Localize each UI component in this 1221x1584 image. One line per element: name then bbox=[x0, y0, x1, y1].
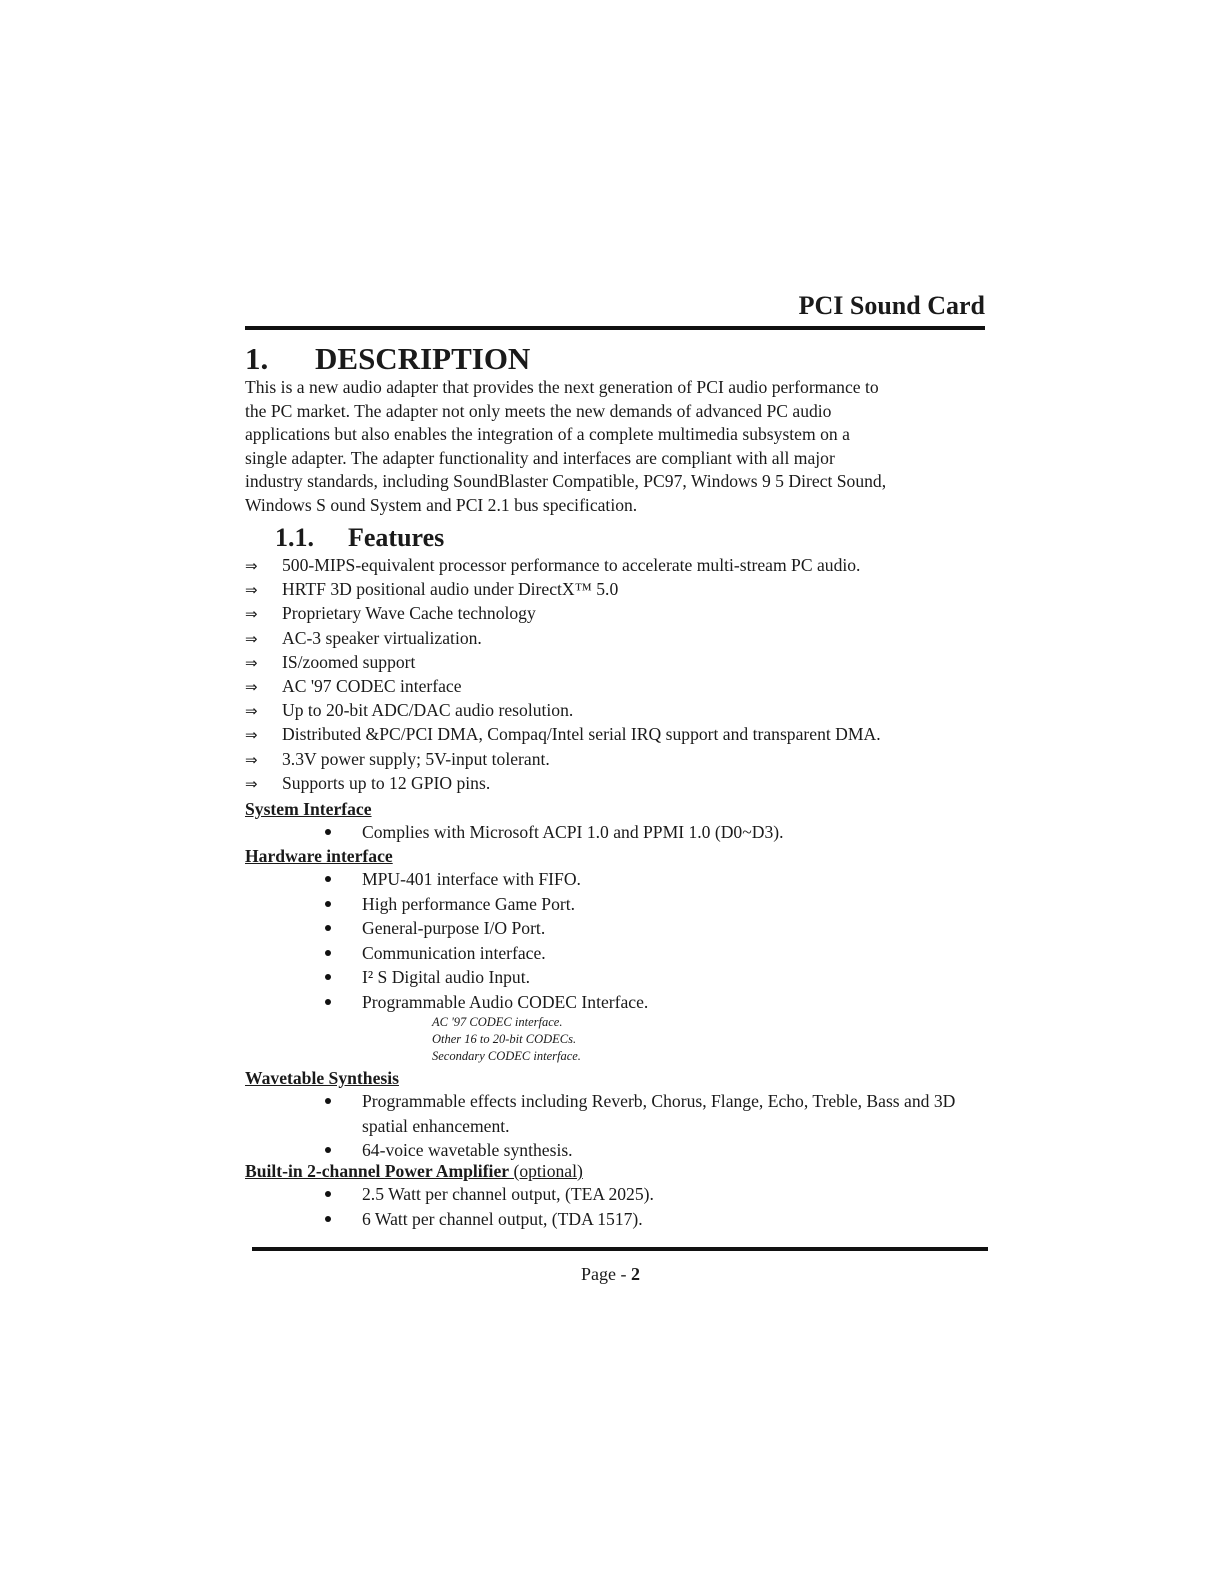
codec-sub-item: AC '97 CODEC interface. bbox=[432, 1015, 563, 1029]
paragraph-line: Windows S ound System and PCI 2.1 bus specification. bbox=[245, 494, 638, 515]
hardware-interface-list bbox=[245, 867, 990, 1014]
feature-text: AC '97 CODEC interface bbox=[282, 675, 462, 696]
list-item-text: Complies with Microsoft ACPI 1.0 and PPMI 1.0 (D0~D3). bbox=[362, 822, 784, 842]
wavetable-section bbox=[245, 1067, 990, 1163]
list-item bbox=[245, 1182, 990, 1207]
bullet-icon bbox=[325, 925, 331, 931]
arrow-icon: ⇒ bbox=[245, 774, 258, 793]
page-number-value: 2 bbox=[630, 1264, 640, 1284]
feature-text: Distributed &PC/PCI DMA, Compaq/Intel serial IRQ support and transparent DMA. bbox=[282, 724, 881, 745]
section-heading-description bbox=[245, 340, 530, 378]
features-list bbox=[245, 553, 985, 795]
page-label: Page - bbox=[581, 1264, 631, 1284]
list-item-text: 64-voice wavetable synthesis. bbox=[362, 1140, 573, 1160]
list-item-text: 6 Watt per channel output, (TDA 1517). bbox=[362, 1208, 643, 1229]
list-item-text: MPU-401 interface with FIFO. bbox=[362, 869, 581, 889]
system-interface-list bbox=[245, 820, 990, 845]
arrow-icon: ⇒ bbox=[245, 677, 258, 696]
bullet-icon bbox=[325, 1216, 331, 1222]
codec-sub-item: Other 16 to 20-bit CODECs. bbox=[432, 1032, 577, 1046]
feature-text: Proprietary Wave Cache technology bbox=[282, 603, 536, 624]
feature-item bbox=[245, 674, 985, 698]
arrow-icon: ⇒ bbox=[245, 581, 258, 600]
list-item bbox=[245, 941, 990, 966]
list-item bbox=[245, 867, 990, 892]
bullet-icon bbox=[325, 999, 331, 1005]
bullet-icon bbox=[325, 829, 331, 835]
subsection-title: Features bbox=[348, 523, 445, 552]
amplifier-title-text: Built-in 2-channel Power Amplifier bbox=[245, 1161, 510, 1181]
feature-text: Up to 20-bit ADC/DAC audio resolution. bbox=[282, 700, 574, 721]
list-item-text: Communication interface. bbox=[362, 942, 546, 963]
list-item bbox=[245, 965, 990, 990]
bullet-icon bbox=[325, 876, 331, 882]
amplifier-section bbox=[245, 1160, 990, 1231]
list-item-text: 2.5 Watt per channel output, (TEA 2025). bbox=[362, 1184, 654, 1204]
feature-item bbox=[245, 771, 985, 795]
list-item-text: Programmable effects including Reverb, Chorus, Flange, Echo, Treble, Bass and 3D spatial enhancement. bbox=[362, 1091, 956, 1136]
codec-sub-item: Secondary CODEC interface. bbox=[432, 1049, 581, 1063]
page-header-title: PCI Sound Card bbox=[798, 291, 985, 320]
list-item-text: General-purpose I/O Port. bbox=[362, 918, 546, 938]
section-title: DESCRIPTION bbox=[315, 341, 531, 376]
bullet-icon bbox=[325, 950, 331, 956]
feature-text: IS/zoomed support bbox=[282, 651, 416, 672]
bullet-icon bbox=[325, 974, 331, 980]
bullet-icon bbox=[325, 1147, 331, 1153]
amplifier-list bbox=[245, 1182, 990, 1231]
bullet-icon bbox=[325, 1191, 331, 1197]
paragraph-line: This is a new audio adapter that provides the next generation of PCI audio performance to bbox=[245, 377, 879, 397]
paragraph-line: industry standards, including SoundBlaster Compatible, PC97, Windows 9 5 Direct Sound, bbox=[245, 471, 887, 491]
feature-text: 500-MIPS-equivalent processor performance to accelerate multi-stream PC audio. bbox=[282, 555, 861, 575]
paragraph-line: the PC market. The adapter not only meets the new demands of advanced PC audio bbox=[245, 400, 832, 421]
feature-text: HRTF 3D positional audio under DirectX™ 5.0 bbox=[282, 579, 619, 600]
arrow-icon: ⇒ bbox=[245, 726, 258, 745]
wavetable-title: Wavetable Synthesis bbox=[245, 1068, 399, 1088]
paragraph-line: applications but also enables the integration of a complete multimedia subsystem on a bbox=[245, 424, 850, 444]
feature-item bbox=[245, 553, 985, 577]
arrow-icon: ⇒ bbox=[245, 557, 258, 575]
hardware-interface-section bbox=[245, 845, 990, 1065]
bullet-icon bbox=[325, 901, 331, 907]
section-number: 1. bbox=[245, 341, 269, 376]
feature-item bbox=[245, 626, 985, 650]
arrow-icon: ⇒ bbox=[245, 629, 258, 648]
list-item-text: High performance Game Port. bbox=[362, 893, 576, 914]
arrow-icon: ⇒ bbox=[245, 605, 258, 624]
list-item bbox=[245, 892, 990, 917]
feature-text: AC-3 speaker virtualization. bbox=[282, 627, 482, 648]
subsection-heading-features bbox=[275, 522, 444, 554]
feature-item bbox=[245, 722, 985, 746]
header-rule bbox=[245, 326, 985, 330]
arrow-icon: ⇒ bbox=[245, 750, 258, 769]
list-item bbox=[245, 1089, 980, 1138]
system-interface-title: System Interface bbox=[245, 799, 372, 819]
list-item bbox=[245, 916, 990, 941]
hardware-interface-title: Hardware interface bbox=[245, 846, 393, 866]
list-item bbox=[245, 820, 990, 845]
feature-item bbox=[245, 650, 985, 674]
wavetable-list bbox=[245, 1089, 980, 1163]
paragraph-line: single adapter. The adapter functionality and interfaces are compliant with all major bbox=[245, 447, 835, 468]
footer-rule bbox=[252, 1247, 988, 1251]
feature-item bbox=[245, 747, 985, 771]
list-item bbox=[245, 1207, 990, 1232]
description-paragraph bbox=[245, 376, 990, 517]
feature-text: Supports up to 12 GPIO pins. bbox=[282, 772, 491, 793]
page-number bbox=[0, 1263, 1221, 1285]
system-interface-section bbox=[245, 798, 990, 845]
list-item bbox=[245, 1138, 980, 1163]
arrow-icon: ⇒ bbox=[245, 702, 258, 721]
amplifier-title bbox=[245, 1160, 990, 1182]
arrow-icon: ⇒ bbox=[245, 653, 258, 672]
bullet-icon bbox=[325, 1098, 331, 1104]
feature-text: 3.3V power supply; 5V-input tolerant. bbox=[282, 748, 550, 769]
amplifier-title-suffix: (optional) bbox=[509, 1161, 583, 1181]
subsection-number: 1.1. bbox=[275, 523, 314, 552]
feature-item bbox=[245, 698, 985, 722]
feature-item bbox=[245, 601, 985, 625]
list-item bbox=[245, 990, 990, 1015]
list-item-text: Programmable Audio CODEC Interface. bbox=[362, 991, 649, 1012]
list-item-text: I² S Digital audio Input. bbox=[362, 967, 530, 987]
codec-sub-list bbox=[432, 1014, 990, 1065]
feature-item bbox=[245, 577, 985, 601]
